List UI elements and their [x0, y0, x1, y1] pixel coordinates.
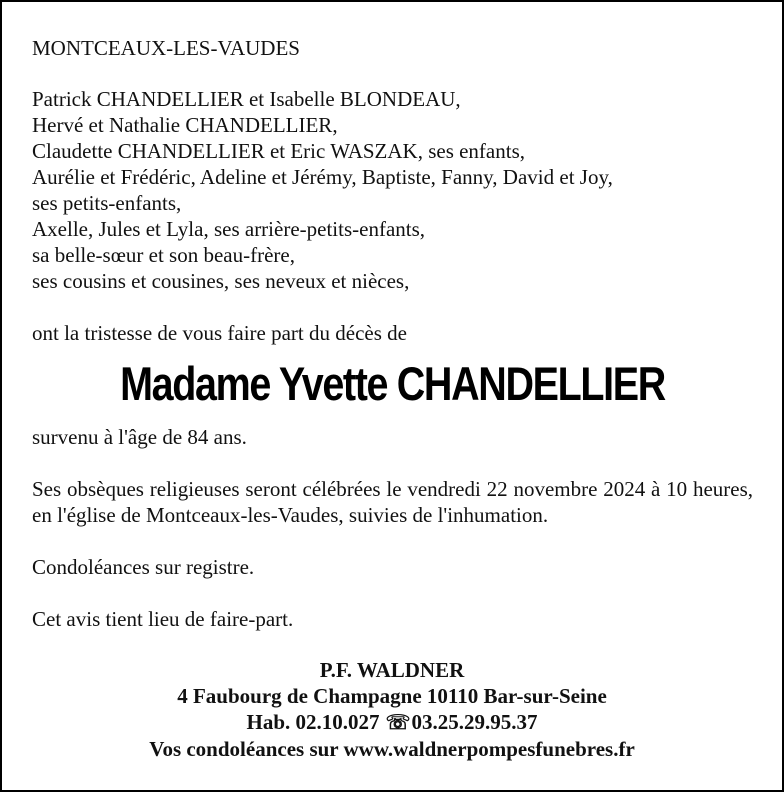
family-line: Claudette CHANDELLIER et Eric WASZAK, ses enfants, — [32, 139, 526, 163]
age-text: survenu à l'âge de 84 ans. — [32, 425, 247, 449]
funeral-home-hab: Hab. 02.10.027 — [246, 710, 380, 734]
announcement-intro: ont la tristesse de vous faire part du décès de — [32, 321, 407, 345]
deceased-name: Madame Yvette CHANDELLIER — [120, 357, 665, 410]
family-line: ses cousins et cousines, ses neveux et nièces, — [32, 269, 410, 293]
family-line: Hervé et Nathalie CHANDELLIER, — [32, 113, 338, 137]
funeral-home-website: Vos condoléances sur www.waldnerpompesfunebres.fr — [149, 737, 635, 761]
family-line: Aurélie et Frédéric, Adeline et Jérémy, Baptiste, Fanny, David et Joy, — [32, 165, 613, 189]
funeral-home-address: 4 Faubourg de Champagne 10110 Bar-sur-Seine — [177, 684, 607, 708]
family-line: Axelle, Jules et Lyla, ses arrière-petits-enfants, — [32, 217, 426, 241]
town-name: MONTCEAUX-LES-VAUDES — [32, 36, 300, 60]
funeral-home-phone: 03.25.29.95.37 — [411, 710, 538, 734]
funeral-home-contact — [2, 709, 782, 736]
family-list — [32, 86, 753, 294]
phone-icon: ☏ — [385, 712, 411, 734]
condolences-text: Condoléances sur registre. — [32, 555, 255, 579]
funeral-home-block — [2, 657, 782, 762]
family-line: sa belle-sœur et son beau-frère, — [32, 243, 295, 267]
family-line: Patrick CHANDELLIER et Isabelle BLONDEAU, — [32, 87, 461, 111]
funeral-details: Ses obsèques religieuses seront célébrées le vendredi 22 novembre 2024 à 10 heures, en l'église de Montceaux-les-Vaudes, suivies de l'inhumation. — [32, 477, 753, 527]
faire-part-text: Cet avis tient lieu de faire-part. — [32, 607, 294, 631]
family-line: ses petits-enfants, — [32, 191, 182, 215]
notice-content — [32, 35, 753, 644]
funeral-home-name: P.F. WALDNER — [319, 658, 465, 682]
